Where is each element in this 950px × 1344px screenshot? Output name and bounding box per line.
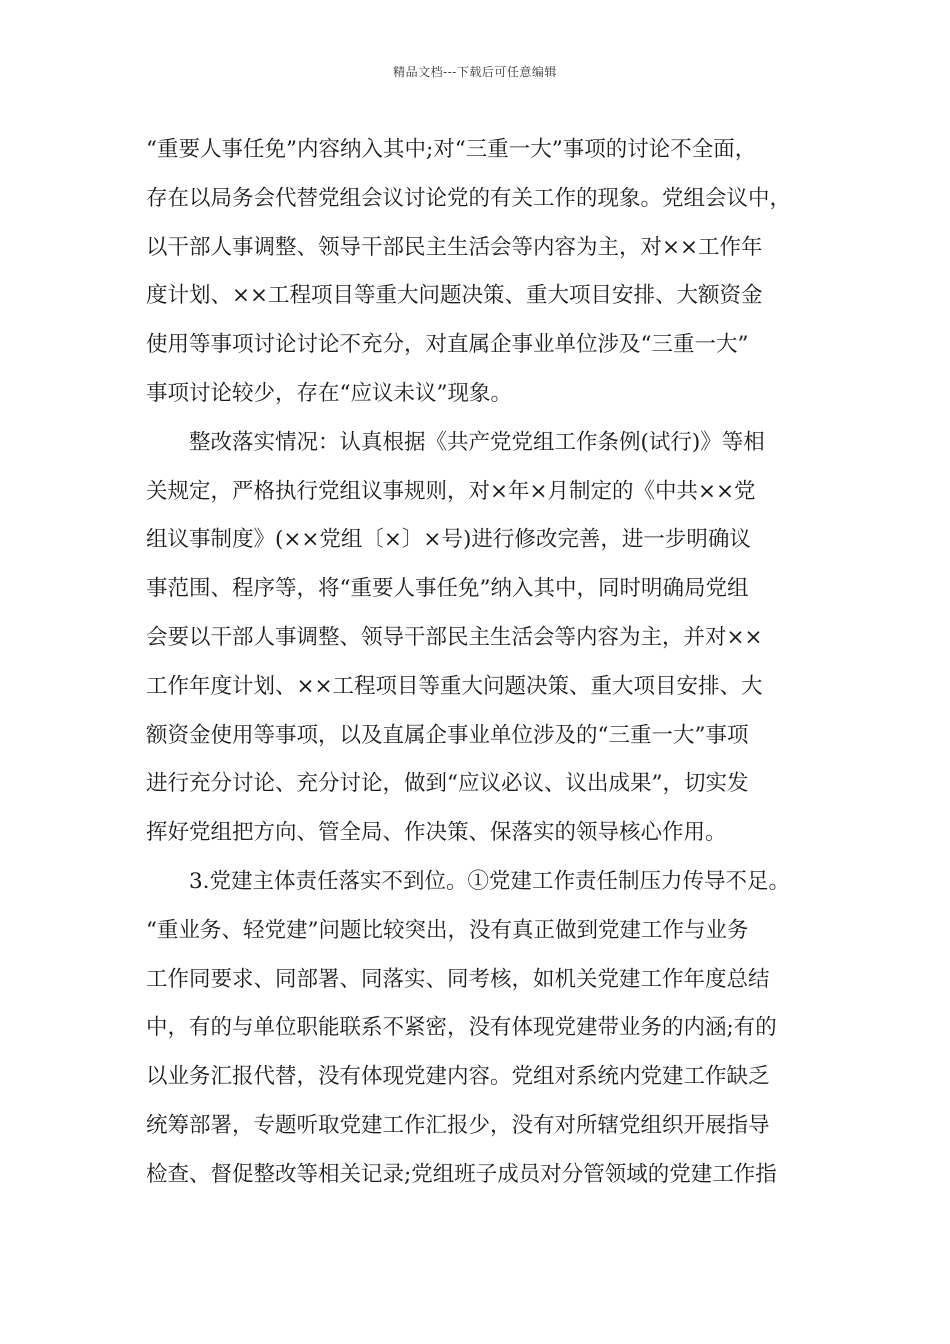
text-line: 工作年度计划、××工程项目等重大问题决策、重大项目安排、大 [146, 673, 763, 699]
document-body [146, 126, 812, 1200]
text-line: 进行充分讨论、充分讨论，做到“应议必议、议出成果”，切实发 [146, 771, 749, 797]
text-line: 中，有的与单位职能联系不紧密，没有体现党建带业务的内涵;有的 [146, 1015, 777, 1041]
text-line: “重业务、轻党建”问题比较突出，没有真正做到党建工作与业务 [146, 917, 749, 943]
text-line: 以干部人事调整、领导干部民主生活会等内容为主，对××工作年 [146, 234, 763, 260]
text-line: 度计划、××工程项目等重大问题决策、重大项目安排、大额资金 [146, 283, 763, 309]
text-line: 以业务汇报代替，没有体现党建内容。党组对系统内党建工作缺乏 [146, 1064, 770, 1090]
paragraph-first-line: 整改落实情况：认真根据《共产党党组工作条例(试行)》等相 [189, 429, 765, 455]
page-header: 精品文档---下载后可任意编辑 [393, 65, 557, 79]
text-line: 关规定，严格执行党组议事规则，对×年×月制定的《中共××党 [146, 478, 756, 504]
text-line: 事范围、程序等，将“重要人事任免”纳入其中，同时明确局党组 [146, 576, 749, 602]
text-line: 统筹部署，专题听取党建工作汇报少，没有对所辖党组织开展指导 [146, 1112, 770, 1138]
text-line: 检查、督促整改等相关记录;党组班子成员对分管领域的党建工作指 [146, 1161, 777, 1187]
text-line: 工作同要求、同部署、同落实、同考核，如机关党建工作年度总结 [146, 966, 770, 992]
text-line: 存在以局务会代替党组会议讨论党的有关工作的现象。党组会议中， [146, 185, 792, 211]
text-line: 组议事制度》(××党组〔×〕×号)进行修改完善，进一步明确议 [146, 527, 751, 553]
text-line: 事项讨论较少，存在“应议未议”现象。 [146, 380, 512, 406]
text-line: “重要人事任免”内容纳入其中;对“三重一大”事项的讨论不全面， [146, 137, 757, 162]
text-line: 挥好党组把方向、管全局、作决策、保落实的领导核心作用。 [146, 820, 727, 846]
text-line: 会要以干部人事调整、领导干部民主生活会等内容为主，并对×× [146, 624, 763, 650]
paragraph-first-line: 3.党建主体责任落实不到位。①党建工作责任制压力传导不足。 [189, 868, 791, 894]
text-line: 额资金使用等事项，以及直属企事业单位涉及的“三重一大”事项 [146, 722, 749, 748]
text-line: 使用等事项讨论讨论不充分，对直属企事业单位涉及“三重一大” [146, 332, 749, 358]
